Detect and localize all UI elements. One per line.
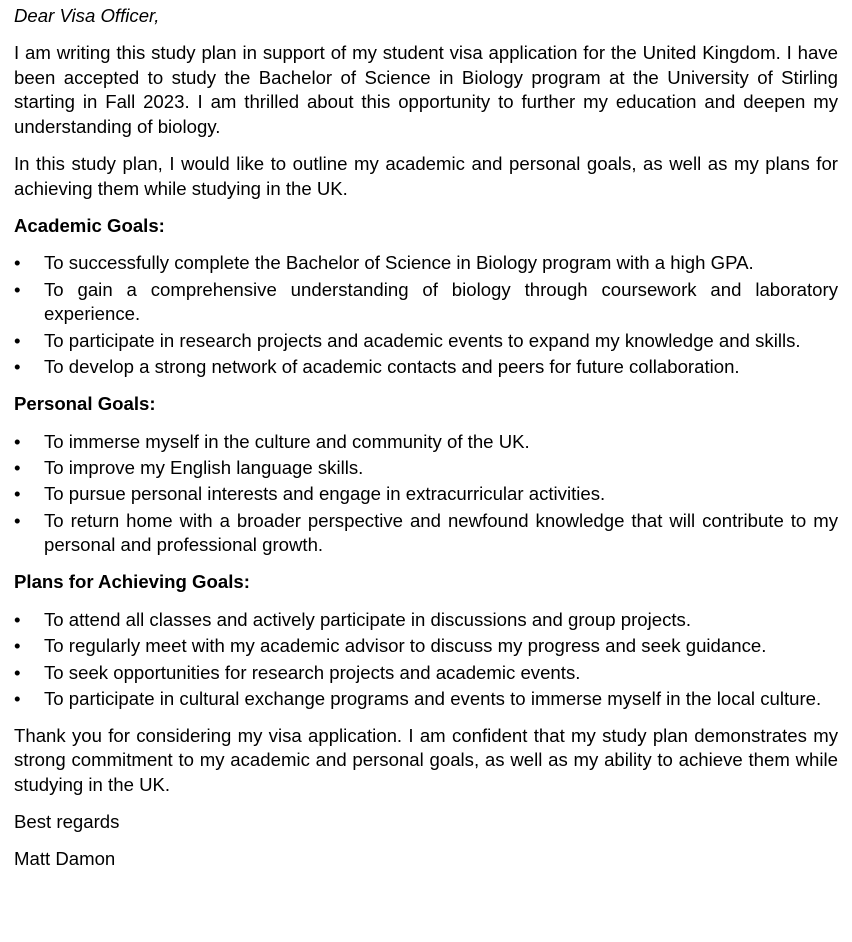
personal-goals-list	[14, 430, 838, 558]
bullet-icon: •	[14, 278, 21, 300]
list-item	[14, 456, 838, 481]
list-item	[14, 634, 838, 659]
list-item	[14, 687, 838, 712]
list-item	[14, 430, 838, 455]
list-item-text: To participate in cultural exchange programs and events to immerse myself in the local culture.	[44, 687, 822, 709]
list-item	[14, 355, 838, 380]
list-item-text: To return home with a broader perspective and newfound knowledge that will contribute to my personal and professional growth.	[44, 509, 838, 556]
bullet-icon: •	[14, 329, 21, 351]
list-item-text: To attend all classes and actively participate in discussions and group projects.	[44, 608, 692, 630]
closing: Best regards	[14, 811, 120, 833]
section-heading-personal-goals: Personal Goals:	[14, 392, 156, 414]
bullet-icon: •	[14, 687, 21, 709]
academic-goals-list	[14, 251, 838, 379]
list-item	[14, 509, 838, 559]
list-item-text: To successfully complete the Bachelor of Science in Biology program with a high GPA.	[44, 252, 754, 274]
bullet-icon: •	[14, 608, 21, 630]
salutation: Dear Visa Officer,	[14, 5, 160, 26]
bullet-icon: •	[14, 509, 21, 531]
bullet-icon: •	[14, 635, 21, 657]
list-item-text: To immerse myself in the culture and community of the UK.	[44, 430, 530, 452]
intro-paragraph: In this study plan, I would like to outline my academic and personal goals, as well as my plans for achieving them while studying in the UK.	[14, 152, 838, 199]
list-item-text: To participate in research projects and academic events to expand my knowledge and skills.	[44, 329, 801, 351]
list-item	[14, 482, 838, 507]
list-item-text: To improve my English language skills.	[44, 456, 364, 478]
list-item-text: To seek opportunities for research projects and academic events.	[44, 661, 581, 683]
list-item-text: To regularly meet with my academic advisor to discuss my progress and seek guidance.	[44, 635, 767, 657]
signature: Matt Damon	[14, 847, 116, 869]
list-item	[14, 661, 838, 686]
bullet-icon: •	[14, 430, 21, 452]
list-item	[14, 608, 838, 633]
bullet-icon: •	[14, 252, 21, 274]
section-heading-academic-goals: Academic Goals:	[14, 214, 165, 236]
bullet-icon: •	[14, 661, 21, 683]
plans-list	[14, 608, 838, 712]
list-item-text: To pursue personal interests and engage in extracurricular activities.	[44, 483, 606, 505]
list-item-text: To develop a strong network of academic contacts and peers for future collaboration.	[44, 356, 740, 378]
section-heading-plans: Plans for Achieving Goals:	[14, 571, 250, 593]
list-item	[14, 278, 838, 328]
bullet-icon: •	[14, 456, 21, 478]
bullet-icon: •	[14, 356, 21, 378]
bullet-icon: •	[14, 483, 21, 505]
intro-paragraph: I am writing this study plan in support of my student visa application for the United Kingdom. I have been accepted to study the Bachelor of Science in Biology program at the University of Stirling starting in Fall 2023. I am thrilled about this opportunity to further my education and deepen my understanding of biology.	[14, 41, 838, 138]
conclusion-paragraph: Thank you for considering my visa application. I am confident that my study plan demonstrates my strong commitment to my academic and personal goals, as well as my ability to achieve them while studying in the UK.	[14, 724, 838, 796]
list-item	[14, 251, 838, 276]
list-item-text: To gain a comprehensive understanding of biology through coursework and laboratory experience.	[44, 278, 838, 325]
list-item	[14, 329, 838, 354]
